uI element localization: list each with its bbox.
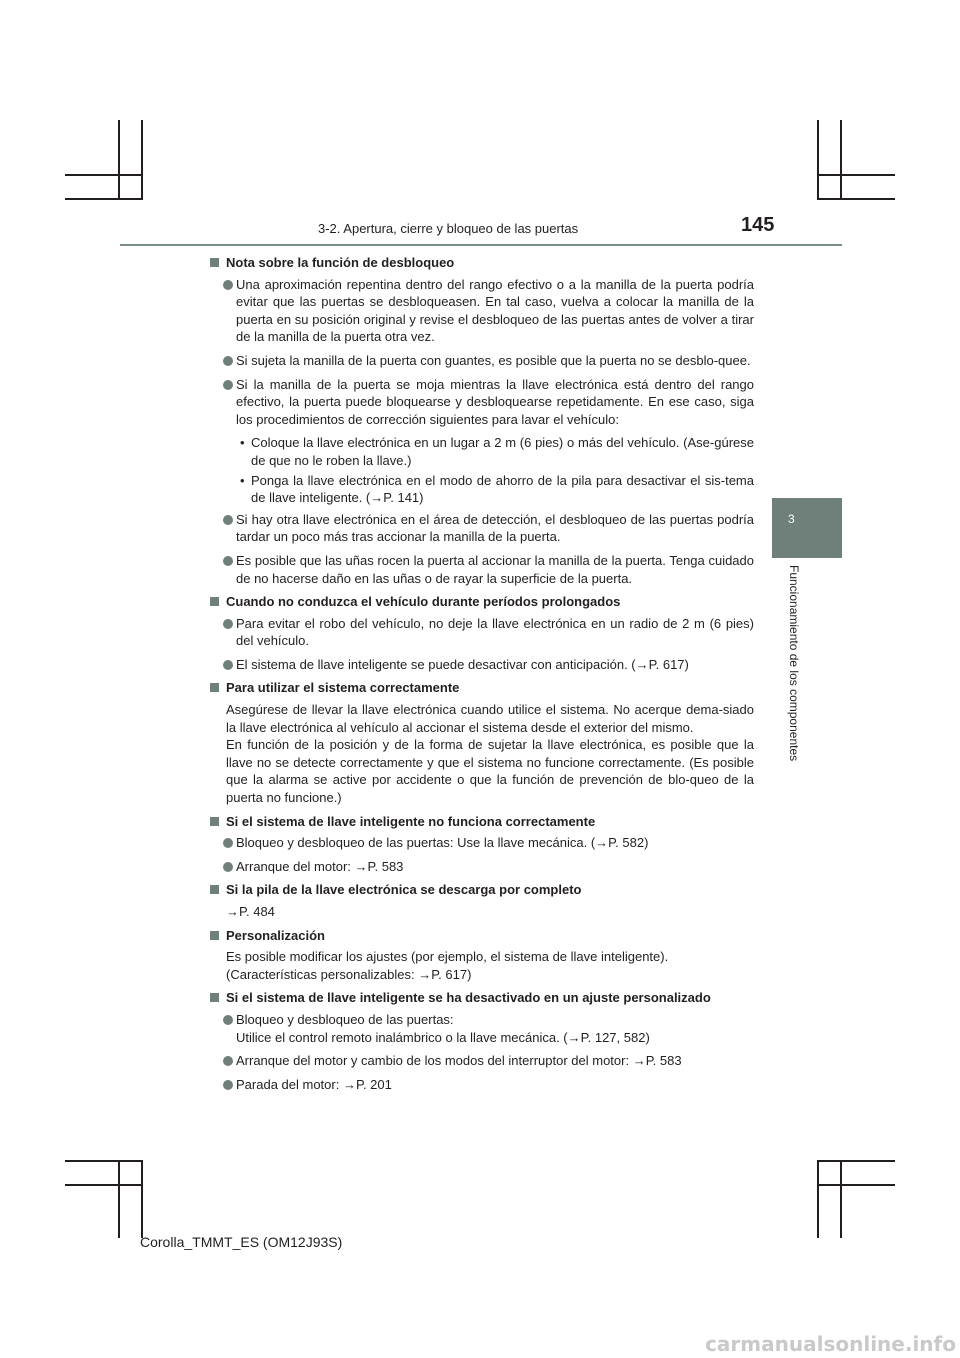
- crop-mark: [840, 1160, 842, 1238]
- list-item: Si hay otra llave electrónica en el área de detección, el desbloqueo de las puertas podría tardar un poco más tras accionar la manilla de la puerta.: [210, 511, 754, 546]
- section-correct-use: [210, 679, 754, 806]
- section-customization: [210, 927, 754, 984]
- section-title: Personalización: [210, 927, 754, 945]
- section-battery-depleted: [210, 881, 754, 920]
- footer-doc-id: Corolla_TMMT_ES (OM12J93S): [140, 1234, 343, 1250]
- round-bullet-icon: [223, 280, 233, 290]
- chapter-number: 3: [788, 512, 795, 526]
- round-bullet-icon: [223, 838, 233, 848]
- list-item: Una aproximación repentina dentro del rango efectivo o a la manilla de la puerta podría evitar que las puertas se desbloqueasen. En tal caso, vuelva a colocar la manilla de la puerta en su posición original y revise el desbloqueo de las puertas antes de volver a tirar de la manilla de la puerta otra vez.: [210, 276, 754, 346]
- round-bullet-icon: [223, 660, 233, 670]
- crop-mark: [141, 1160, 143, 1238]
- section-unlock-note: [210, 254, 754, 587]
- section-title: Nota sobre la función de desbloqueo: [210, 254, 754, 272]
- round-bullet-icon: [223, 1056, 233, 1066]
- section-title: Si la pila de la llave electrónica se descarga por completo: [210, 881, 754, 899]
- list-item: Si la manilla de la puerta se moja mientras la llave electrónica está dentro del rango efectivo, la puerta puede bloquearse y desbloquearse repetidamente. En ese caso, siga los procedimientos de corrección siguientes para lavar el vehículo:: [210, 376, 754, 429]
- sub-item: • Ponga la llave electrónica en el modo de ahorro de la pila para desactivar el sis-tema de llave inteligente. (→P. 141): [240, 472, 754, 506]
- paragraph: En función de la posición y de la forma de sujetar la llave electrónica, es posible que la llave no se detecte correctamente y que el sistema no funcione correctamente. (Es posible que la alarma se active por accidente o que la función de prevención de blo-queo de la puerta no funcione.): [226, 737, 754, 806]
- round-bullet-icon: [223, 356, 233, 366]
- section-header: 3-2. Apertura, cierre y bloqueo de las puertas: [318, 221, 579, 236]
- list-item: Si sujeta la manilla de la puerta con guantes, es posible que la puerta no se desblo-quee.: [210, 352, 754, 370]
- square-bullet-icon: [210, 993, 219, 1002]
- round-bullet-icon: [223, 380, 233, 390]
- list-item: Parada del motor: →P. 201: [210, 1076, 754, 1094]
- square-bullet-icon: [210, 931, 219, 940]
- crop-mark: [817, 1184, 895, 1186]
- crop-mark: [817, 1160, 819, 1238]
- section-title: Si el sistema de llave inteligente no funciona correctamente: [210, 813, 754, 831]
- square-bullet-icon: [210, 885, 219, 894]
- crop-mark: [65, 1160, 143, 1162]
- round-bullet-icon: [223, 556, 233, 566]
- section-malfunction: [210, 813, 754, 876]
- round-bullet-icon: [223, 1080, 233, 1090]
- chapter-tab: [772, 498, 842, 558]
- list-item: Arranque del motor y cambio de los modos del interruptor del motor: →P. 583: [210, 1052, 754, 1070]
- list-item: Es posible que las uñas rocen la puerta al accionar la manilla de la puerta. Tenga cuidado de no hacerse daño en las uñas o de rayar la superficie de la puerta.: [210, 552, 754, 587]
- crop-mark: [118, 120, 120, 200]
- section-long-parking: [210, 593, 754, 673]
- main-content: [210, 254, 754, 1099]
- list-item: El sistema de llave inteligente se puede desactivar con anticipación. (→P. 617): [210, 656, 754, 674]
- sub-bullet: •: [240, 435, 245, 451]
- round-bullet-icon: [223, 1015, 233, 1025]
- section-title: Cuando no conduzca el vehículo durante períodos prolongados: [210, 593, 754, 611]
- crop-mark: [817, 1160, 895, 1162]
- crop-mark: [65, 198, 143, 200]
- header-rule: [120, 244, 842, 246]
- watermark-text: carmanualsonline.info: [705, 1332, 956, 1356]
- crop-mark: [817, 120, 819, 200]
- crop-mark: [141, 120, 143, 200]
- round-bullet-icon: [223, 619, 233, 629]
- square-bullet-icon: [210, 683, 219, 692]
- list-item: Para evitar el robo del vehículo, no deje la llave electrónica en un radio de 2 m (6 pies) del vehículo.: [210, 615, 754, 650]
- round-bullet-icon: [223, 515, 233, 525]
- sub-item: • Coloque la llave electrónica en un lugar a 2 m (6 pies) o más del vehículo. (Ase-gúrese de que no le roben la llave.): [240, 435, 754, 468]
- section-title: Para utilizar el sistema correctamente: [210, 679, 754, 697]
- square-bullet-icon: [210, 597, 219, 606]
- list-item: Arranque del motor: →P. 583: [210, 858, 754, 876]
- square-bullet-icon: [210, 258, 219, 267]
- crop-mark: [118, 1160, 120, 1238]
- list-item: Bloqueo y desbloqueo de las puertas: Use la llave mecánica. (→P. 582): [210, 834, 754, 852]
- crop-mark: [840, 120, 842, 200]
- paragraph: →P. 484: [226, 904, 275, 919]
- crop-mark: [817, 198, 895, 200]
- list-item: Bloqueo y desbloqueo de las puertas: Utilice el control remoto inalámbrico o la llave mecánica. (→P. 127, 582): [210, 1011, 754, 1046]
- section-title: Si el sistema de llave inteligente se ha desactivado en un ajuste personalizado: [210, 989, 754, 1007]
- watermark: [705, 1332, 960, 1358]
- paragraph: Es posible modificar los ajustes (por ejemplo, el sistema de llave inteligente).: [226, 949, 669, 965]
- sub-bullet: •: [240, 472, 245, 488]
- round-bullet-icon: [223, 862, 233, 872]
- page-number: 145: [741, 214, 775, 236]
- square-bullet-icon: [210, 817, 219, 826]
- paragraph: (Características personalizables: →P. 617): [226, 966, 472, 982]
- crop-mark: [65, 174, 143, 176]
- crop-mark: [817, 174, 895, 176]
- crop-mark: [65, 1184, 143, 1186]
- chapter-label-text: Funcionamiento de los componentes: [787, 565, 801, 762]
- section-disabled-custom: [210, 989, 754, 1093]
- chapter-label: [789, 565, 803, 775]
- paragraph: Asegúrese de llevar la llave electrónica cuando utilice el sistema. No acerque dema-siado la llave electrónica al vehículo al accionar el sistema desde el exterior del mismo.: [226, 702, 754, 735]
